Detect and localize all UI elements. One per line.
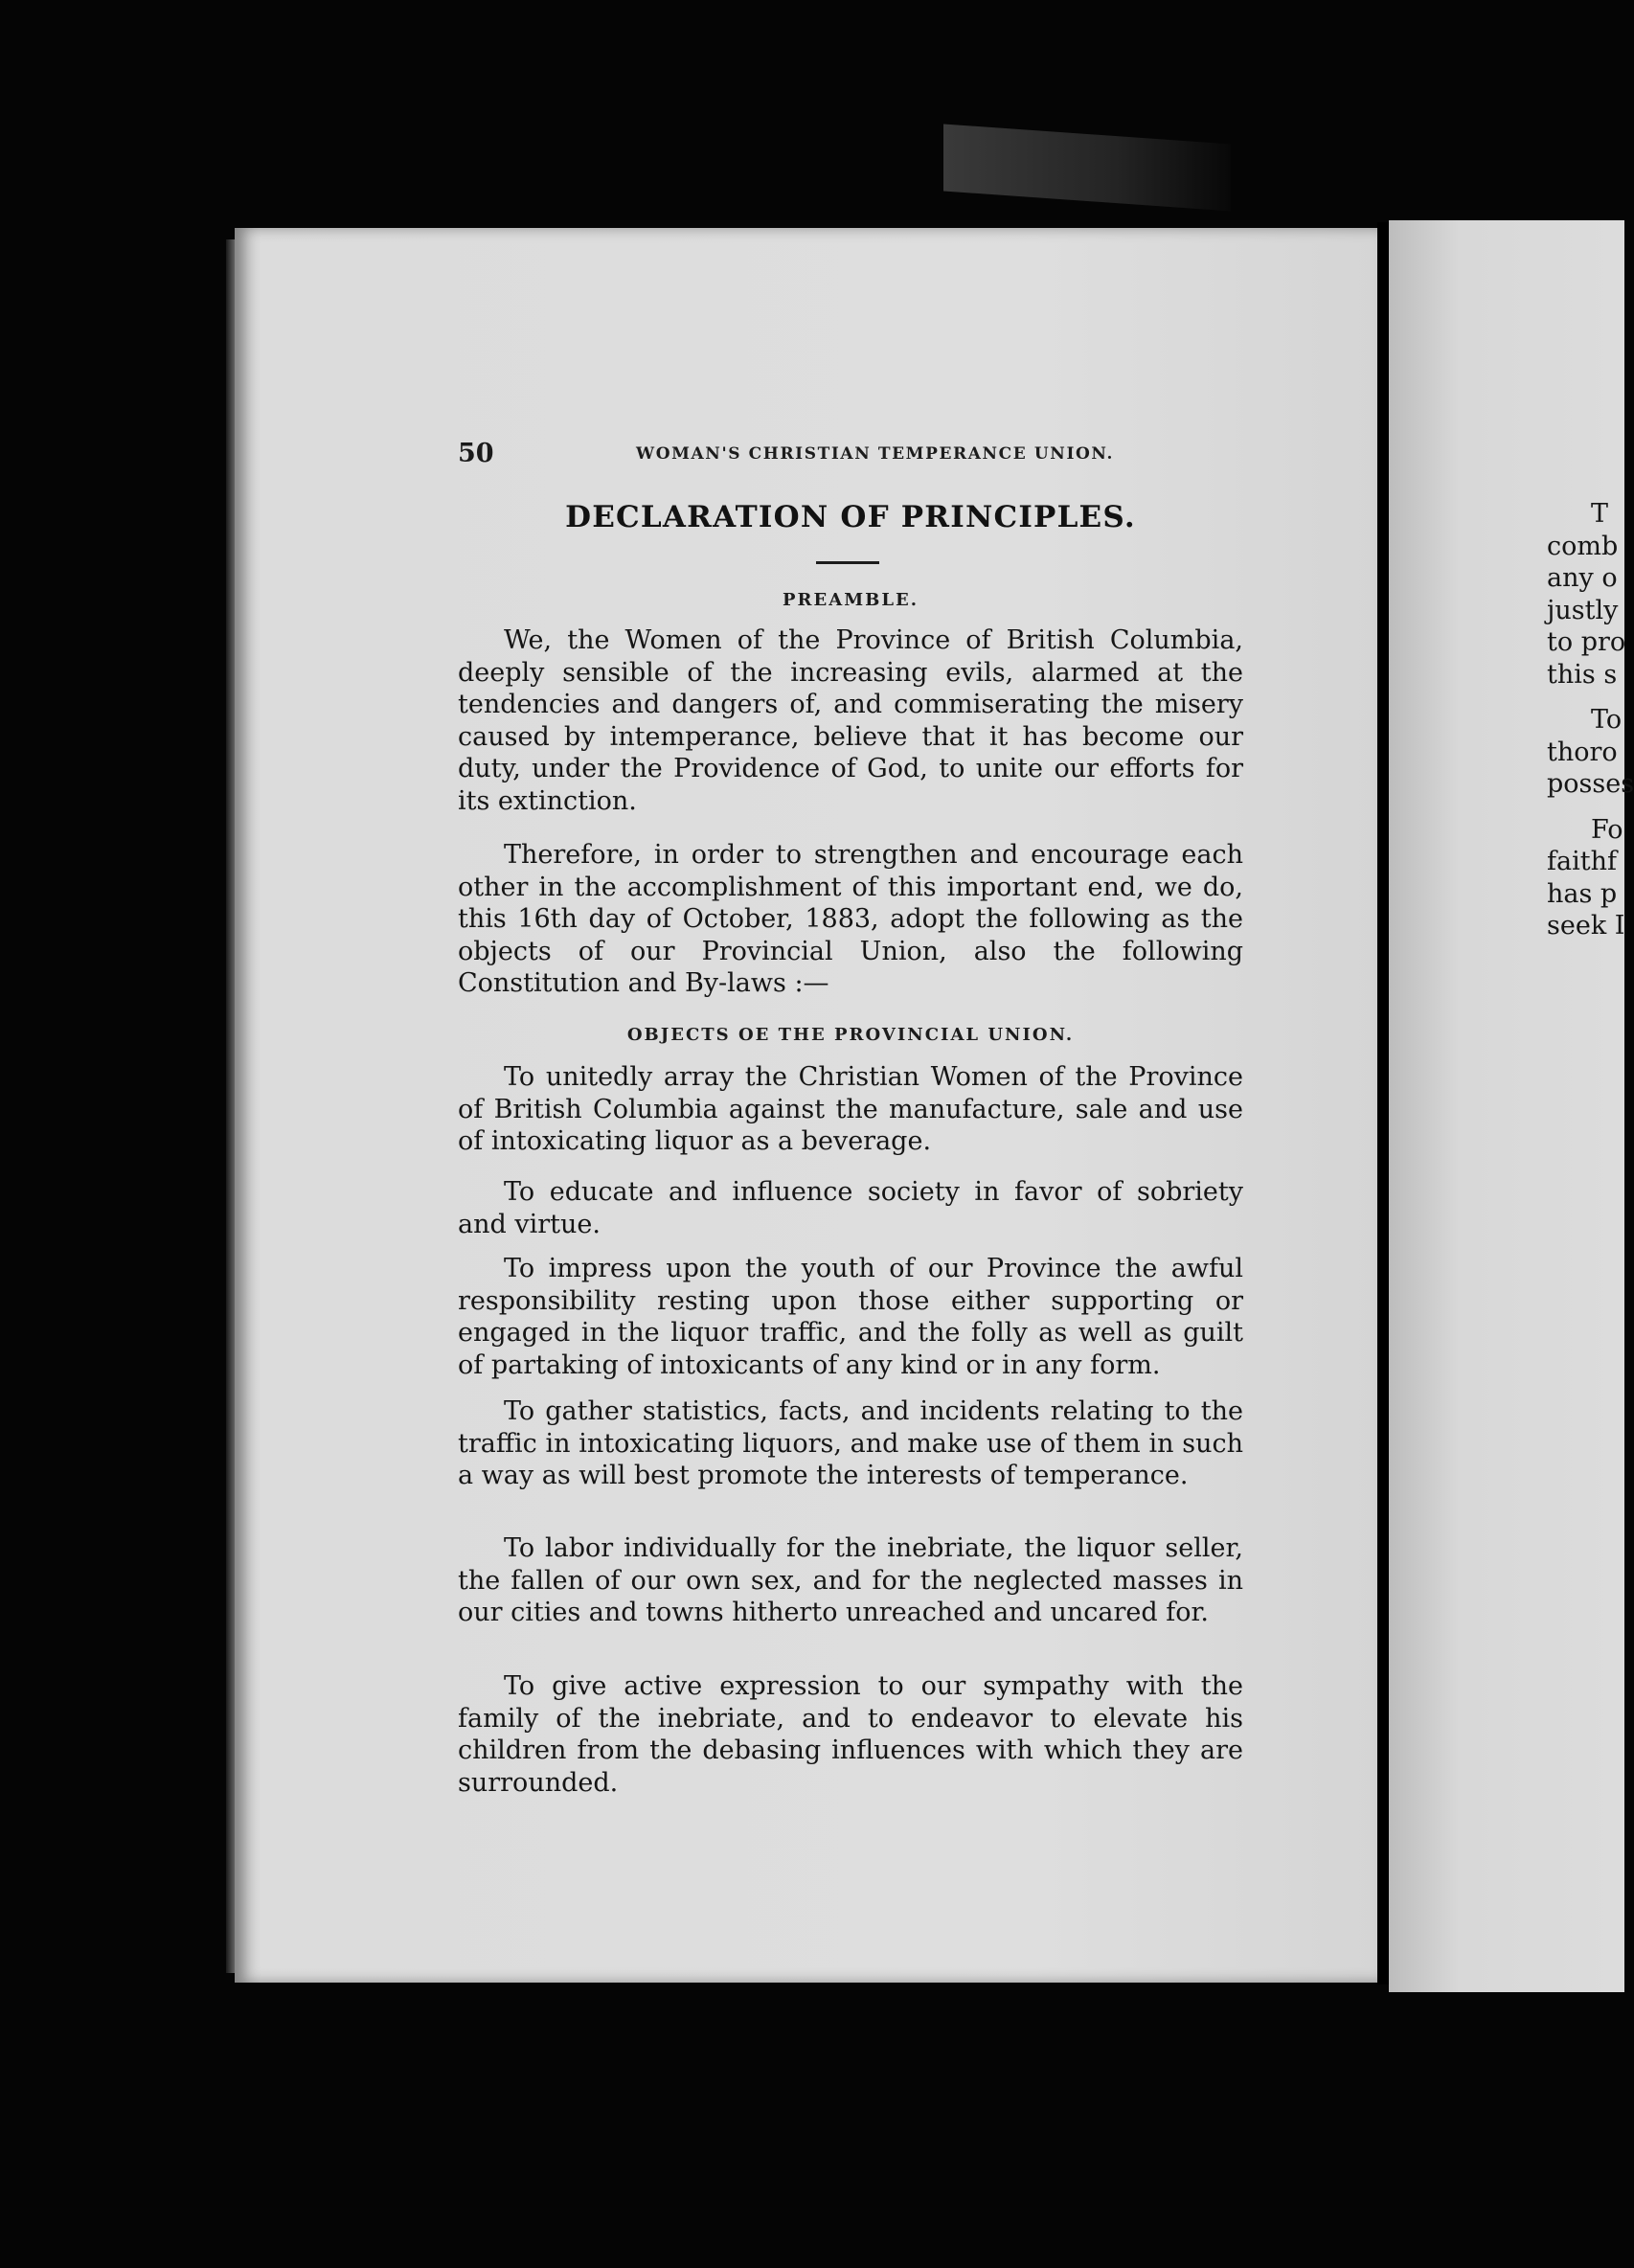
right-page <box>1389 220 1634 1992</box>
objects-paragraph-3: To impress upon the youth of our Province the awful responsibility resting upon those either supporting or engaged in the liquor traffic, and the folly as well as guilt of partaking of intoxicants of any kind or in any form. <box>458 1254 1243 1380</box>
facing-line: faithf <box>1547 847 1617 876</box>
facing-line: thoro <box>1547 737 1618 767</box>
facing-line: To <box>1591 705 1623 735</box>
objects-paragraph-1: To unitedly array the Christian Women of the Province of British Columbia against the manufacture, sale and use of intoxicating liquor as a beverage. <box>458 1062 1243 1156</box>
objects-paragraph-6: To give active expression to our sympathy with the family of the inebriate, and to endeavor to elevate his children from the debasing influences with which they are surrounded. <box>458 1671 1243 1798</box>
facing-gap <box>1547 691 1624 704</box>
facing-line: any o <box>1547 563 1618 593</box>
facing-gap <box>1547 801 1624 814</box>
book-gutter <box>1377 222 1389 1984</box>
facing-line: seek I <box>1547 911 1625 941</box>
facing-line: posses <box>1547 769 1634 799</box>
objects-paragraph-2: To educate and influence society in favor of sobriety and virtue. <box>458 1177 1243 1239</box>
page-number: 50 <box>458 439 494 468</box>
preamble-paragraph-1: We, the Women of the Province of British Columbia, deeply sensible of the increasing evils, alarmed at the tendencies and dangers of, and commiserating the misery caused by intemperance, believe that it has become our duty, under the Providence of God, to unite our efforts for its extinction. <box>458 625 1243 816</box>
title-rule <box>816 561 879 564</box>
facing-line: comb <box>1547 531 1619 561</box>
objects-heading: OBJECTS OE THE PROVINCIAL UNION. <box>626 1025 1075 1045</box>
facing-line: has p <box>1547 878 1618 909</box>
facing-line: Fo <box>1591 814 1623 845</box>
facing-line: this s <box>1547 659 1618 690</box>
objects-paragraph-5: To labor individually for the inebriate, the liquor seller, the fallen of our own sex, and for the neglected masses in our cities and towns hitherto unreached and uncared for. <box>458 1533 1243 1627</box>
facing-page-text <box>1547 498 1634 942</box>
facing-line: to pro <box>1547 627 1626 657</box>
preamble-heading: PREAMBLE. <box>783 590 919 610</box>
preamble-paragraph-2: Therefore, in order to strengthen and encourage each other in the accomplishment of this important end, we do, this 16th day of October, 1883, adopt the following as the objects of our Provincial Union, also the following Constitution and By-laws :— <box>458 840 1243 998</box>
objects-paragraph-4: To gather statistics, facts, and incidents relating to the traffic in intoxicating liquors, and make use of them in such a way as will best promote the interests of temperance. <box>458 1396 1243 1490</box>
facing-line: justly <box>1547 595 1619 625</box>
page-title: DECLARATION OF PRINCIPLES. <box>565 500 1136 534</box>
page-header <box>458 439 1243 477</box>
running-head: WOMAN'S CHRISTIAN TEMPERANCE UNION. <box>636 444 1114 464</box>
facing-line: T <box>1591 499 1609 529</box>
scan-shadow <box>943 125 1231 212</box>
